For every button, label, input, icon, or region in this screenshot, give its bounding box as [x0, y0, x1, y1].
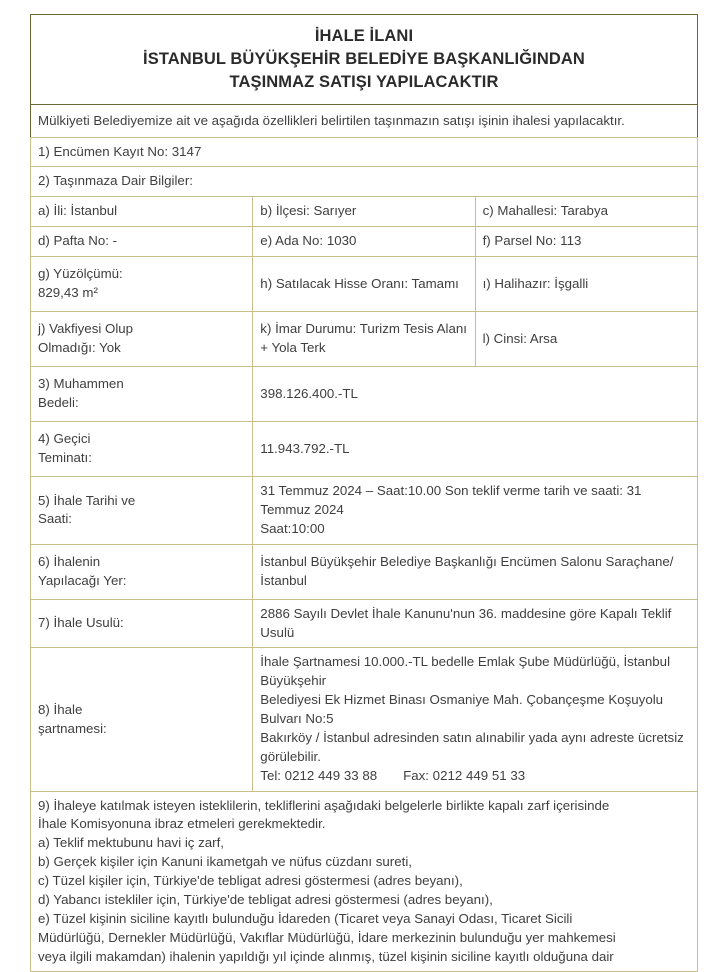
table-row-ihale-tarihi [31, 477, 698, 545]
cell-vakfiyesi-value: Olmadığı: Yok [38, 340, 121, 356]
cell-usul-value: 2886 Sayılı Devlet İhale Kanunu'nun 36. maddesine göre Kapalı Teklif Usulü [253, 599, 698, 648]
requirement-item-a: a) Teklif mektubunu havi iç zarf, [38, 835, 224, 851]
cell-mahalle: c) Mahallesi: Tarabya [475, 197, 697, 227]
tarih-label-line-1: 5) İhale Tarihi ve [38, 492, 136, 508]
cell-hisse-orani: h) Satılacak Hisse Oranı: Tamamı [253, 257, 475, 312]
tarih-label-line-2: Saati: [38, 511, 73, 527]
cell-halihazir: ı) Halihazır: İşgalli [475, 257, 697, 312]
cell-teminat-value: 11.943.792.-TL [253, 422, 698, 477]
requirement-item-c: c) Tüzel kişiler için, Türkiye'de tebligat adresi göstermesi (adres beyanı), [38, 873, 463, 889]
sartname-line-2: Belediyesi Ek Hizmet Binası Osmaniye Mah. Çobançeşme Koşuyolu Bulvarı No:5 [260, 692, 664, 727]
cell-parsel-no: f) Parsel No: 113 [475, 227, 697, 257]
cell-muhammen-value: 398.126.400.-TL [253, 367, 698, 422]
teminat-label-line-2: Teminatı: [38, 450, 92, 466]
table-row-katilim-belgeleri [31, 791, 698, 972]
intro-paragraph: Mülkiyeti Belediyemize ait ve aşağıda özellikleri belirtilen taşınmazın satışı işinin ihalesi yapılacaktır. [30, 104, 698, 136]
table-row-pafta-ada-parsel [31, 227, 698, 257]
cell-yuzolcumu-value: 829,43 m² [38, 285, 98, 301]
cell-vakfiyesi [31, 312, 253, 367]
cell-il: a) İli: İstanbul [31, 197, 253, 227]
cell-yuzolcumu [31, 257, 253, 312]
requirements-intro-line-1: 9) İhaleye katılmak isteyen isteklilerin, tekliflerini aşağıdaki belgelerle birlikte kapalı zarf içerisinde [38, 797, 610, 813]
cell-ilce: b) İlçesi: Sarıyer [253, 197, 475, 227]
cell-requirements-list [31, 791, 698, 972]
sartname-line-3: Bakırköy / İstanbul adresinden satın alınabilir yada aynı adreste ücretsiz görülebilir. [260, 729, 684, 764]
sartname-label-line-2: şartnamesi: [38, 720, 107, 736]
requirements-intro-line-2: İhale Komisyonuna ibraz etmeleri gerekmektedir. [38, 816, 326, 832]
cell-yuzolcumu-label: g) Yüzölçümü: [38, 266, 123, 282]
cell-teminat-label [31, 422, 253, 477]
cell-usul-label: 7) İhale Usulü: [31, 599, 253, 648]
table-row-ihale-yeri [31, 544, 698, 599]
muhammen-label-line-1: 3) Muhammen [38, 376, 124, 392]
table-row-encumen [31, 137, 698, 167]
sartname-fax: Fax: 0212 449 51 33 [403, 767, 526, 783]
requirement-item-e-line-3: veya ilgili makamdan) ihalenin yapıldığı yıl içinde alınmış, tüzel kişinin siciline kayıtlı olduğuna dair [38, 948, 614, 964]
document-title-block [30, 14, 698, 104]
requirement-item-d: d) Yabancı istekliler için, Türkiye'de tebligat adresi göstermesi (adres beyanı), [38, 891, 493, 907]
cell-ada-no: e) Ada No: 1030 [253, 227, 475, 257]
cell-tarih-value [253, 477, 698, 545]
cell-tasinmaz-bilgiler: 2) Taşınmaza Dair Bilgiler: [31, 167, 698, 197]
cell-vakfiyesi-label: j) Vakfiyesi Olup [38, 321, 134, 337]
cell-encumen-kayit-no: 1) Encümen Kayıt No: 3147 [31, 137, 698, 167]
muhammen-label-line-2: Bedeli: [38, 395, 79, 411]
tarih-value-line-2: Saat:10:00 [260, 520, 325, 536]
sartname-line-1: İhale Şartnamesi 10.000.-TL bedelle Emlak Şube Müdürlüğü, İstanbul Büyükşehir [260, 654, 671, 689]
requirement-item-e-line-1: e) Tüzel kişinin siciline kayıtlı bulunduğu İdareden (Ticaret veya Sanayi Odası, Ticaret Sicili [38, 910, 573, 926]
table-row-muhammen-bedel [31, 367, 698, 422]
cell-sartname-label [31, 648, 253, 791]
cell-tarih-label [31, 477, 253, 545]
sartname-label-line-1: 8) İhale [38, 701, 83, 717]
page-title-line-1: İHALE İLANI [314, 27, 414, 45]
cell-muhammen-label [31, 367, 253, 422]
table-row-ihale-sartnamesi [31, 648, 698, 791]
table-row-ihale-usulu [31, 599, 698, 648]
requirement-item-b: b) Gerçek kişiler için Kanuni ikametgah ve nüfus cüzdanı sureti, [38, 854, 412, 870]
cell-yer-value: İstanbul Büyükşehir Belediye Başkanlığı Encümen Salonu Saraçhane/İstanbul [253, 544, 698, 599]
sartname-telephone: Tel: 0212 449 33 88 [260, 767, 378, 783]
page-title-line-2: İSTANBUL BÜYÜKŞEHİR BELEDİYE BAŞKANLIĞINDAN [143, 49, 585, 68]
yer-label-line-2: Yapılacağı Yer: [38, 572, 127, 588]
table-row-il-ilce-mahalle [31, 197, 698, 227]
yer-label-line-1: 6) İhalenin [38, 553, 101, 569]
cell-sartname-value [253, 648, 698, 791]
cell-imar-durumu: k) İmar Durumu: Turizm Tesis Alanı + Yola Terk [253, 312, 475, 367]
tarih-value-line-1: 31 Temmuz 2024 – Saat:10.00 Son teklif verme tarih ve saati: 31 Temmuz 2024 [260, 483, 642, 517]
table-row-vakfiye-imar-cinsi [31, 312, 698, 367]
requirement-item-e-line-2: Müdürlüğü, Dernekler Müdürlüğü, Vakıflar Müdürlüğü, İdare merkezinin bulunduğu yer mahkemesi [38, 929, 616, 945]
table-row-gecici-teminat [31, 422, 698, 477]
page-title-line-3: TAŞINMAZ SATIŞI YAPILACAKTIR [229, 72, 499, 91]
tender-details-table [30, 137, 698, 972]
table-row-tasinmaz-bilgiler [31, 167, 698, 197]
cell-pafta-no: d) Pafta No: - [31, 227, 253, 257]
teminat-label-line-1: 4) Geçici [38, 431, 91, 447]
sartname-contact-row [260, 767, 690, 786]
cell-yer-label [31, 544, 253, 599]
table-row-yuzolcumu-hisse-halihazir [31, 257, 698, 312]
cell-cinsi: l) Cinsi: Arsa [475, 312, 697, 367]
